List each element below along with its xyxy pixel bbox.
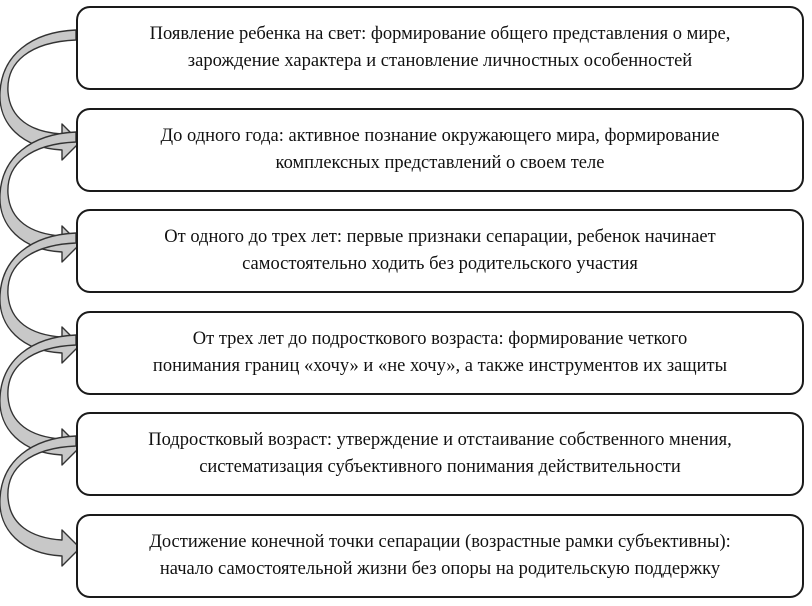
stage-text: [149, 529, 731, 583]
stage-text: [148, 427, 732, 481]
stage-text-line: систематизация субъективного понимания действительности: [199, 457, 681, 477]
stage-text-line: От одного до трех лет: первые признаки сепарации, ребенок начинает: [164, 227, 716, 247]
stage-text-line: самостоятельно ходить без родительского участия: [242, 254, 638, 274]
stage-text: [153, 326, 727, 380]
stage-text-line: Появление ребенка на свет: формирование общего представления о мире,: [149, 24, 731, 44]
stage-box-one-to-three: [76, 209, 804, 293]
stage-text-line: Подростковый возраст: утверждение и отстаивание собственного мнения,: [148, 430, 732, 450]
stage-text-line: зарождение характера и становление личностных особенностей: [187, 51, 693, 71]
stage-text-line: комплексных представлений о своем теле: [275, 153, 605, 173]
curved-arrow-icon: [0, 233, 80, 363]
stage-text: [164, 224, 715, 278]
stage-text: [150, 21, 731, 75]
curved-arrow-icon: [0, 436, 80, 566]
curved-arrow-icon: [0, 132, 80, 262]
stage-box-first-year: [76, 108, 804, 192]
stage-box-birth: [76, 6, 804, 90]
curved-arrow-icon: [0, 335, 80, 465]
stage-text-line: Достижение конечной точки сепарации (возрастные рамки субъективны):: [149, 532, 731, 552]
stage-text-line: начало самостоятельной жизни без опоры на родительскую поддержку: [159, 559, 721, 579]
stage-text: [161, 123, 720, 177]
stage-box-separation: [76, 514, 804, 598]
stage-text-line: От трех лет до подросткового возраста: формирование четкого: [192, 329, 688, 349]
stage-box-adolescence: [76, 412, 804, 496]
stage-text-line: До одного года: активное познание окружающего мира, формирование: [160, 126, 720, 146]
stage-text-line: понимания границ «хочу» и «не хочу», а также инструментов их защиты: [152, 356, 728, 376]
curved-arrow-icon: [0, 30, 80, 160]
stage-box-three-to-teen: [76, 311, 804, 395]
